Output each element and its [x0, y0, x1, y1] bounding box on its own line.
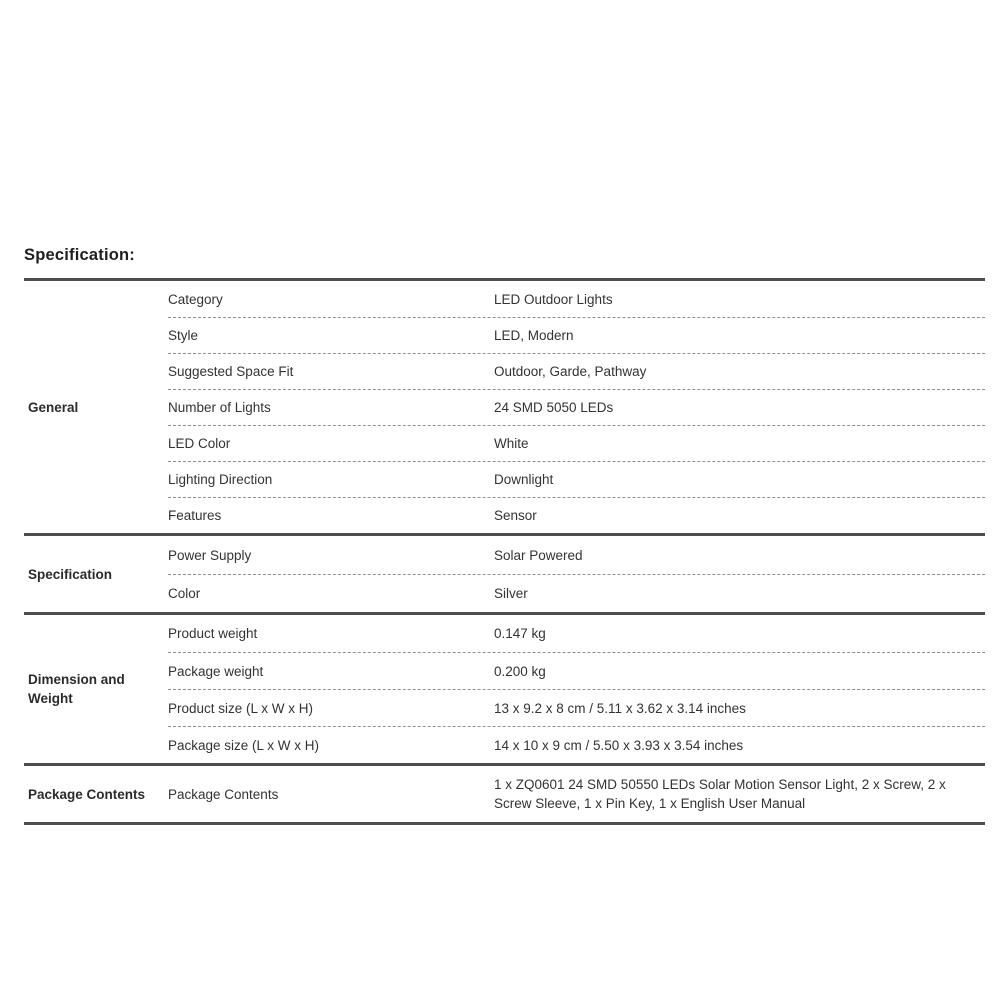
specification-table — [24, 278, 985, 825]
specification-heading: Specification: — [24, 246, 135, 264]
row-label-style: Style — [168, 328, 199, 343]
table-row — [168, 317, 985, 353]
section-package-contents — [24, 763, 985, 822]
table-row — [168, 689, 985, 726]
table-row — [168, 281, 985, 317]
row-value-package-weight: 0.200 kg — [494, 663, 546, 679]
row-value-lighting-direction: Downlight — [494, 472, 554, 487]
row-label-led-color: LED Color — [168, 436, 231, 451]
section-rows-dimension-weight — [168, 615, 985, 763]
section-specification — [24, 533, 985, 612]
table-row — [168, 497, 985, 533]
table-row — [168, 353, 985, 389]
table-row — [168, 726, 985, 763]
table-row — [168, 766, 985, 822]
row-value-suggested-space-fit: Outdoor, Garde, Pathway — [494, 364, 647, 379]
table-row — [168, 461, 985, 497]
section-name-general: General — [28, 399, 79, 415]
row-value-package-size: 14 x 10 x 9 cm / 5.50 x 3.93 x 3.54 inches — [494, 737, 744, 753]
row-value-color: Silver — [494, 586, 528, 601]
row-value-package-contents: 1 x ZQ0601 24 SMD 50550 LEDs Solar Motion Sensor Light, 2 x Screw, 2 x Screw Sleeve, 1 x Pin Key, 1 x English User Manual — [494, 777, 946, 811]
section-dimension-weight — [24, 612, 985, 763]
section-general — [24, 281, 985, 533]
row-value-product-weight: 0.147 kg — [494, 626, 546, 641]
table-row — [168, 652, 985, 689]
row-label-power-supply: Power Supply — [168, 547, 252, 563]
row-label-package-size: Package size (L x W x H) — [168, 737, 320, 753]
section-rows-specification — [168, 536, 985, 612]
row-label-product-size: Product size (L x W x H) — [168, 700, 314, 716]
section-name-dimension-weight: Dimension and Weight — [28, 672, 125, 706]
row-value-category: LED Outdoor Lights — [494, 291, 613, 307]
row-label-color: Color — [168, 586, 201, 601]
table-row — [168, 615, 985, 652]
section-rows-package-contents — [168, 766, 985, 822]
row-value-product-size: 13 x 9.2 x 8 cm / 5.11 x 3.62 x 3.14 inches — [494, 700, 746, 716]
table-row — [168, 425, 985, 461]
table-row — [168, 536, 985, 574]
row-value-power-supply: Solar Powered — [494, 547, 583, 563]
row-label-features: Features — [168, 508, 222, 523]
table-row — [168, 574, 985, 612]
section-name-package-contents: Package Contents — [28, 786, 146, 802]
row-label-product-weight: Product weight — [168, 626, 258, 641]
row-value-number-of-lights: 24 SMD 5050 LEDs — [494, 400, 614, 415]
table-row — [168, 389, 985, 425]
row-label-package-contents: Package Contents — [168, 786, 279, 802]
row-label-category: Category — [168, 291, 223, 307]
row-label-number-of-lights: Number of Lights — [168, 400, 271, 415]
row-label-package-weight: Package weight — [168, 663, 264, 679]
section-name-specification: Specification — [28, 566, 113, 582]
row-label-lighting-direction: Lighting Direction — [168, 472, 273, 487]
section-rows-general — [168, 281, 985, 533]
row-value-features: Sensor — [494, 508, 537, 523]
row-value-led-color: White — [494, 436, 529, 451]
row-label-suggested-space-fit: Suggested Space Fit — [168, 364, 294, 379]
row-value-style: LED, Modern — [494, 328, 574, 343]
